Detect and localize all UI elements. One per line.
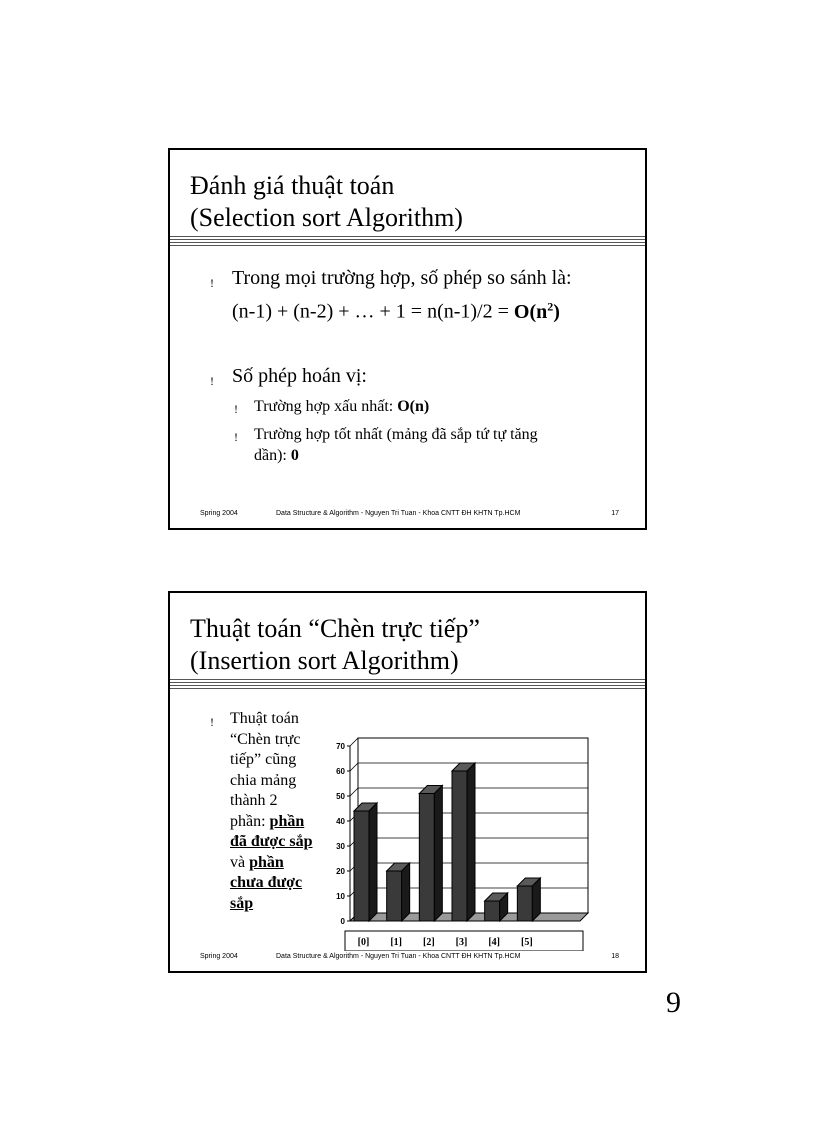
sub-bullet-text: Trường hợp xấu nhất: (254, 398, 398, 415)
title-divider (170, 236, 645, 246)
footer-course: Data Structure & Algorithm - Nguyen Tri Tuan - Khoa CNTT ĐH KHTN Tp.HCM (276, 953, 521, 960)
worst-case-value: O(n) (397, 398, 430, 415)
sorted-part-phrase: đã được sắp (230, 833, 313, 850)
formula-complexity: $O(n^2)$ (513, 299, 560, 323)
gridline-side (350, 738, 358, 746)
bar (387, 871, 402, 921)
bar (419, 794, 434, 922)
unsorted-part-end: sắp (230, 894, 254, 912)
page-number: 9 (666, 986, 681, 1019)
bullet-marker-icon: ! (210, 715, 214, 729)
text-line-4: chia mảng (230, 771, 297, 789)
title-divider (170, 679, 645, 689)
bullet-marker-icon: ! (234, 402, 238, 416)
bar (517, 886, 532, 921)
bar-side (434, 786, 442, 922)
sub-bullet-text-line-1: Trường hợp tốt nhất (mảng đã sắp tứ tự tăng (254, 426, 538, 443)
formula-prefix: (n-1) + (n-2) + … + 1 = n(n-1)/2 = (232, 300, 514, 323)
bar-chart-svg (320, 731, 620, 951)
bar-side (467, 763, 475, 921)
y-tick-label: 40 (336, 817, 345, 826)
slide-17 (168, 148, 647, 530)
category-label: [5] (520, 937, 533, 948)
footer-term: Spring 2004 (200, 510, 238, 517)
text-and: và (230, 853, 250, 871)
slide-title (190, 613, 480, 677)
bullet-marker-icon: ! (234, 430, 238, 444)
bullet-marker-icon: ! (210, 374, 214, 388)
text-line-5: thành 2 (230, 792, 278, 809)
y-tick-label: 50 (336, 792, 345, 801)
category-label: [1] (390, 937, 403, 948)
category-label: [2] (422, 937, 435, 948)
y-tick-label: 70 (336, 742, 345, 751)
slide-footer (170, 508, 645, 520)
title-line-1: Đánh giá thuật toán (190, 171, 395, 200)
category-label: [3] (455, 937, 468, 948)
slide-18 (168, 591, 647, 973)
text-line-3: tiếp” cũng (230, 751, 297, 768)
bar (452, 771, 467, 921)
bar (354, 811, 369, 921)
bullet-marker-icon: ! (210, 276, 214, 290)
bar-chart (320, 731, 620, 951)
sub-bullet-text-line-2: dần): (254, 447, 291, 464)
y-tick-label: 0 (340, 917, 345, 926)
text-part-prefix: phần: (230, 812, 270, 830)
slide-footer (170, 951, 645, 963)
y-tick-label: 20 (336, 867, 345, 876)
footer-slide-number: 18 (611, 953, 619, 960)
title-line-1: Thuật toán “Chèn trực tiếp” (190, 614, 480, 643)
bar-side (532, 878, 540, 921)
footer-course: Data Structure & Algorithm - Nguyen Tri Tuan - Khoa CNTT ĐH KHTN Tp.HCM (276, 510, 521, 517)
gridline-side (350, 763, 358, 771)
title-line-2: (Insertion sort Algorithm) (190, 646, 459, 675)
y-tick-label: 60 (336, 767, 345, 776)
slide-title (190, 170, 463, 234)
unsorted-part-phrase: chưa được (230, 874, 303, 891)
unsorted-part-word: phần (249, 853, 284, 871)
best-case-value: 0 (290, 447, 299, 464)
text-line-1: Thuật toán (230, 710, 299, 727)
bullet-text: Trong mọi trường hợp, số phép so sánh là: (232, 267, 572, 289)
bar-side (402, 863, 410, 921)
text-line-2: “Chèn trực (230, 730, 301, 748)
bar-side (369, 803, 377, 921)
gridline-side (350, 788, 358, 796)
category-label: [0] (357, 937, 370, 948)
y-tick-label: 30 (336, 842, 345, 851)
bar (485, 901, 500, 921)
footer-term: Spring 2004 (200, 953, 238, 960)
footer-slide-number: 17 (611, 510, 619, 517)
sorted-part-word: phần (269, 812, 305, 830)
y-tick-label: 10 (336, 892, 345, 901)
title-line-2: (Selection sort Algorithm) (190, 203, 463, 232)
bullet-text: Số phép hoán vị: (232, 365, 367, 387)
category-label: [4] (488, 937, 501, 948)
